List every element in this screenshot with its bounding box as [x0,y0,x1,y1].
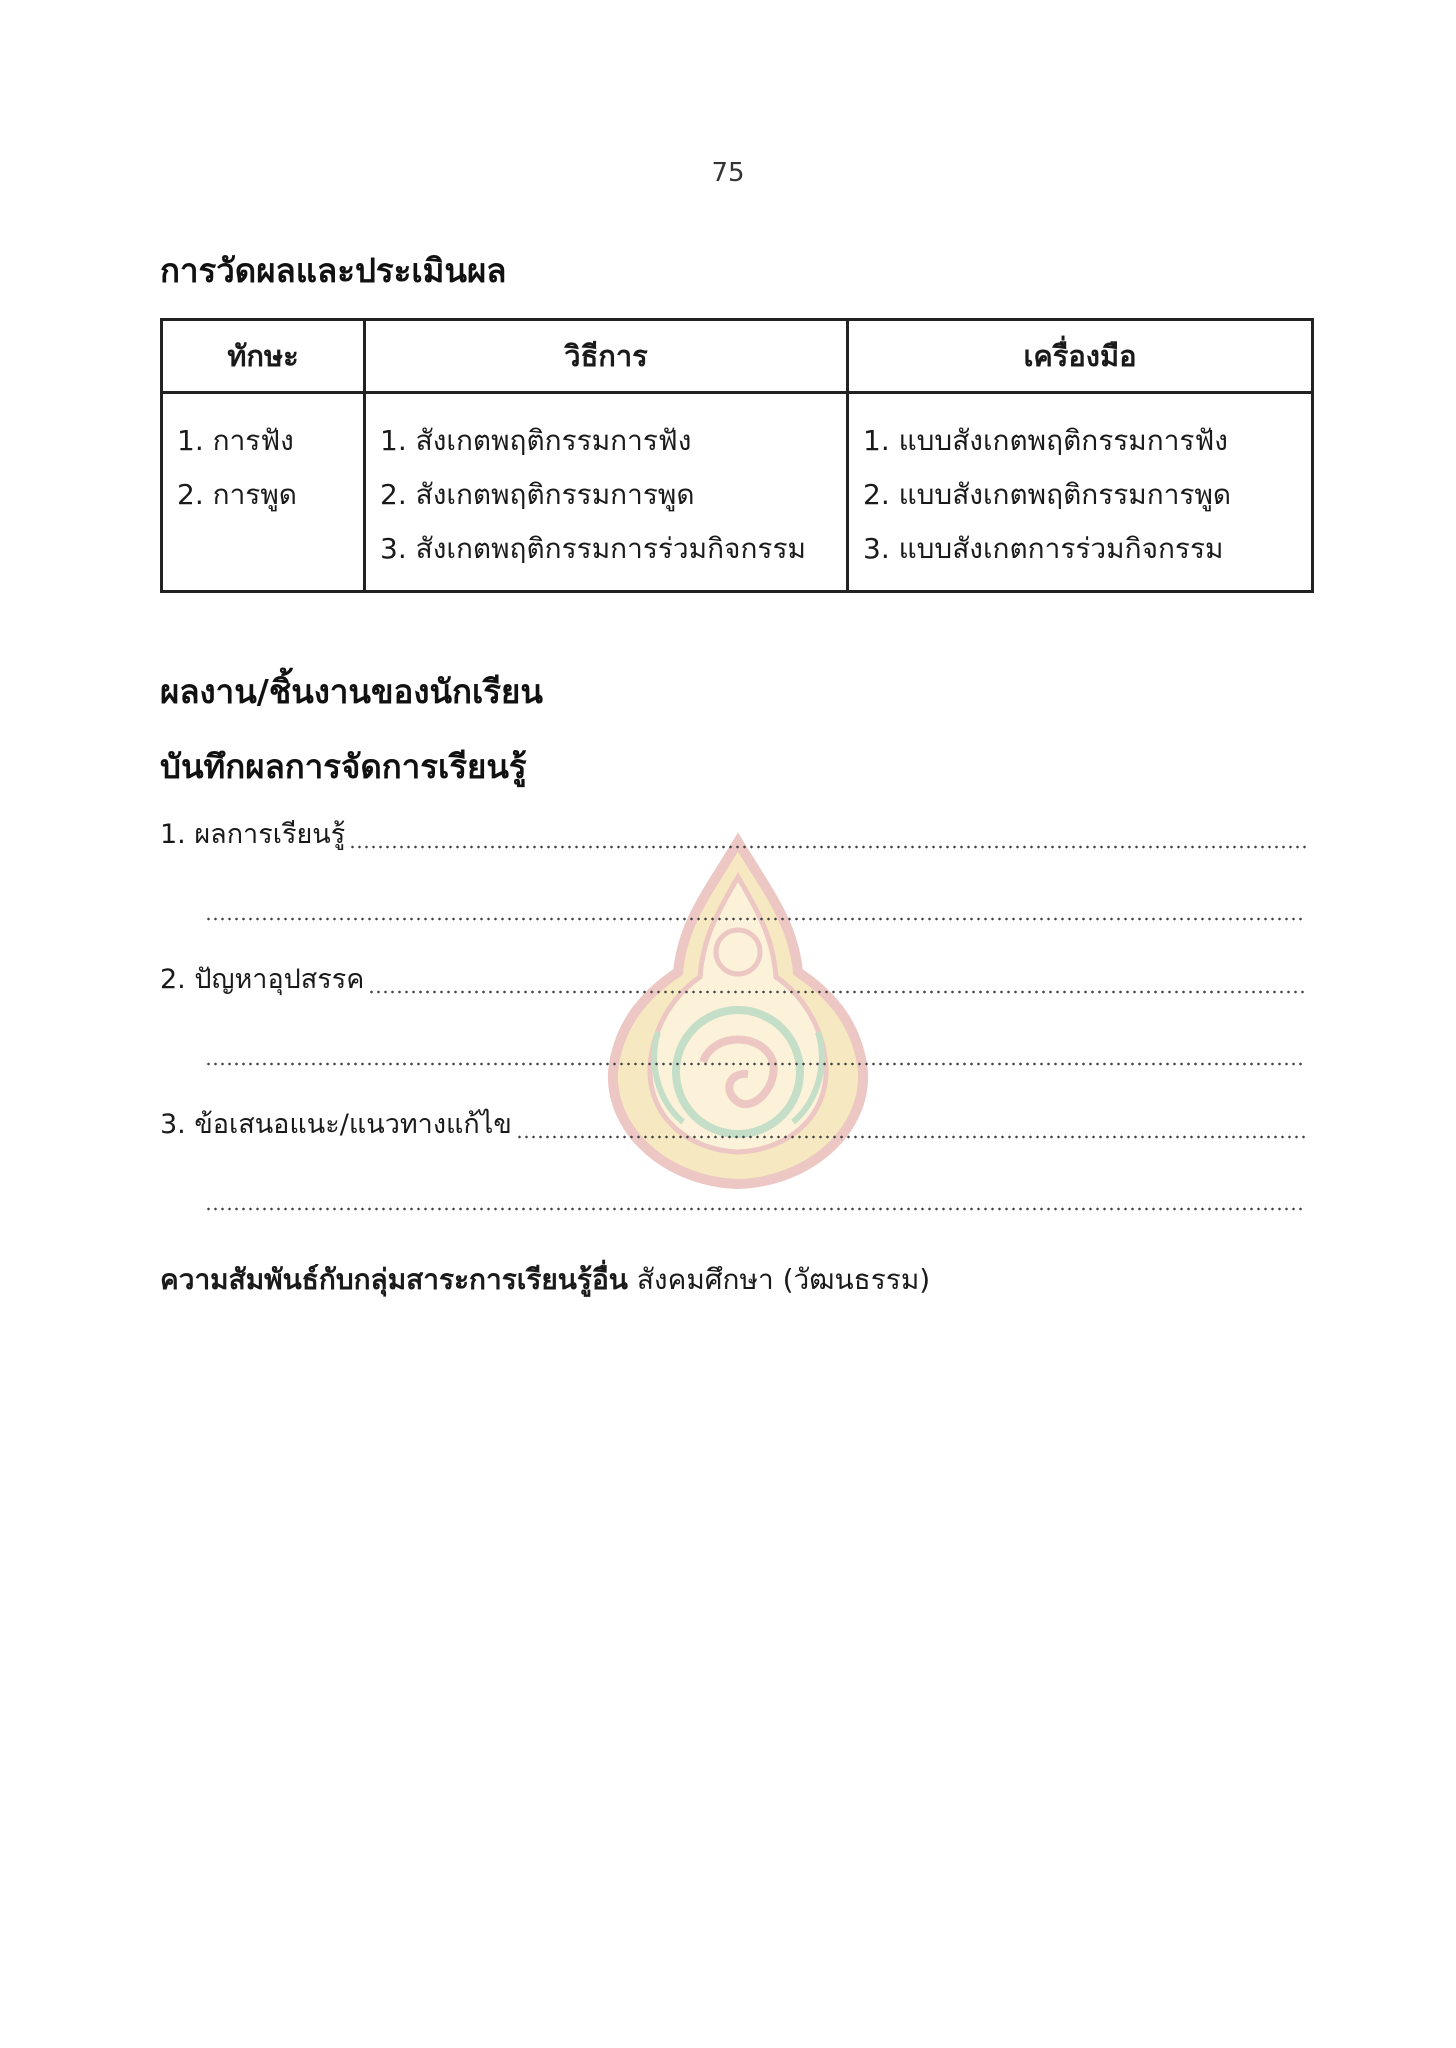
header-tool: เครื่องมือ [848,320,1313,393]
page-number: 75 [711,158,745,188]
dotted-line-continuation [205,887,1306,927]
skill-item: 2. การพูด [177,478,297,511]
dotted-line [368,990,1306,994]
tool-item: 2. แบบสังเกตพฤติกรรมการพูด [863,478,1232,511]
table-header-row [162,320,1313,393]
method-item: 1. สังเกตพฤติกรรมการฟัง [380,424,692,457]
header-skill: ทักษะ [162,320,365,393]
record-item-problems [160,960,1306,1000]
skill-item: 1. การฟัง [177,424,294,457]
header-method: วิธีการ [365,320,848,393]
record-label: 3. ข้อเสนอแนะ/แนวทางแก้ไข [160,1109,512,1140]
skill-cell [162,393,365,592]
record-item-outcome [160,815,1306,855]
assessment-heading: การวัดผลและประเมินผล [160,251,507,290]
learning-record-heading: บันทึกผลการจัดการเรียนรู้ [160,747,527,786]
table-row [162,393,1313,592]
dotted-line-continuation [205,1032,1306,1072]
relation-value: สังคมศึกษา (วัฒนธรรม) [636,1263,931,1296]
dotted-line [205,917,1306,921]
dotted-line [349,845,1306,849]
tool-item: 3. แบบสังเกตการร่วมกิจกรรม [863,532,1224,565]
relation-label: ความสัมพันธ์กับกลุ่มสาระการเรียนรู้อื่น [160,1263,628,1296]
method-item: 3. สังเกตพฤติกรรมการร่วมกิจกรรม [380,532,806,565]
record-label: 2. ปัญหาอุปสรรค [160,964,365,995]
dotted-line [205,1062,1306,1066]
record-label: 1. ผลการเรียนรู้ [160,819,346,850]
tool-item: 1. แบบสังเกตพฤติกรรมการฟัง [863,424,1228,457]
method-cell [365,393,848,592]
dotted-line [205,1207,1306,1211]
method-item: 2. สังเกตพฤติกรรมการพูด [380,478,695,511]
subject-relation [160,1258,930,1302]
student-work-heading: ผลงาน/ชิ้นงานของนักเรียน [160,672,543,711]
record-item-suggestions [160,1105,1306,1145]
tool-cell [848,393,1313,592]
dotted-line [516,1135,1306,1139]
assessment-table [160,318,1314,593]
dotted-line-continuation [205,1177,1306,1217]
